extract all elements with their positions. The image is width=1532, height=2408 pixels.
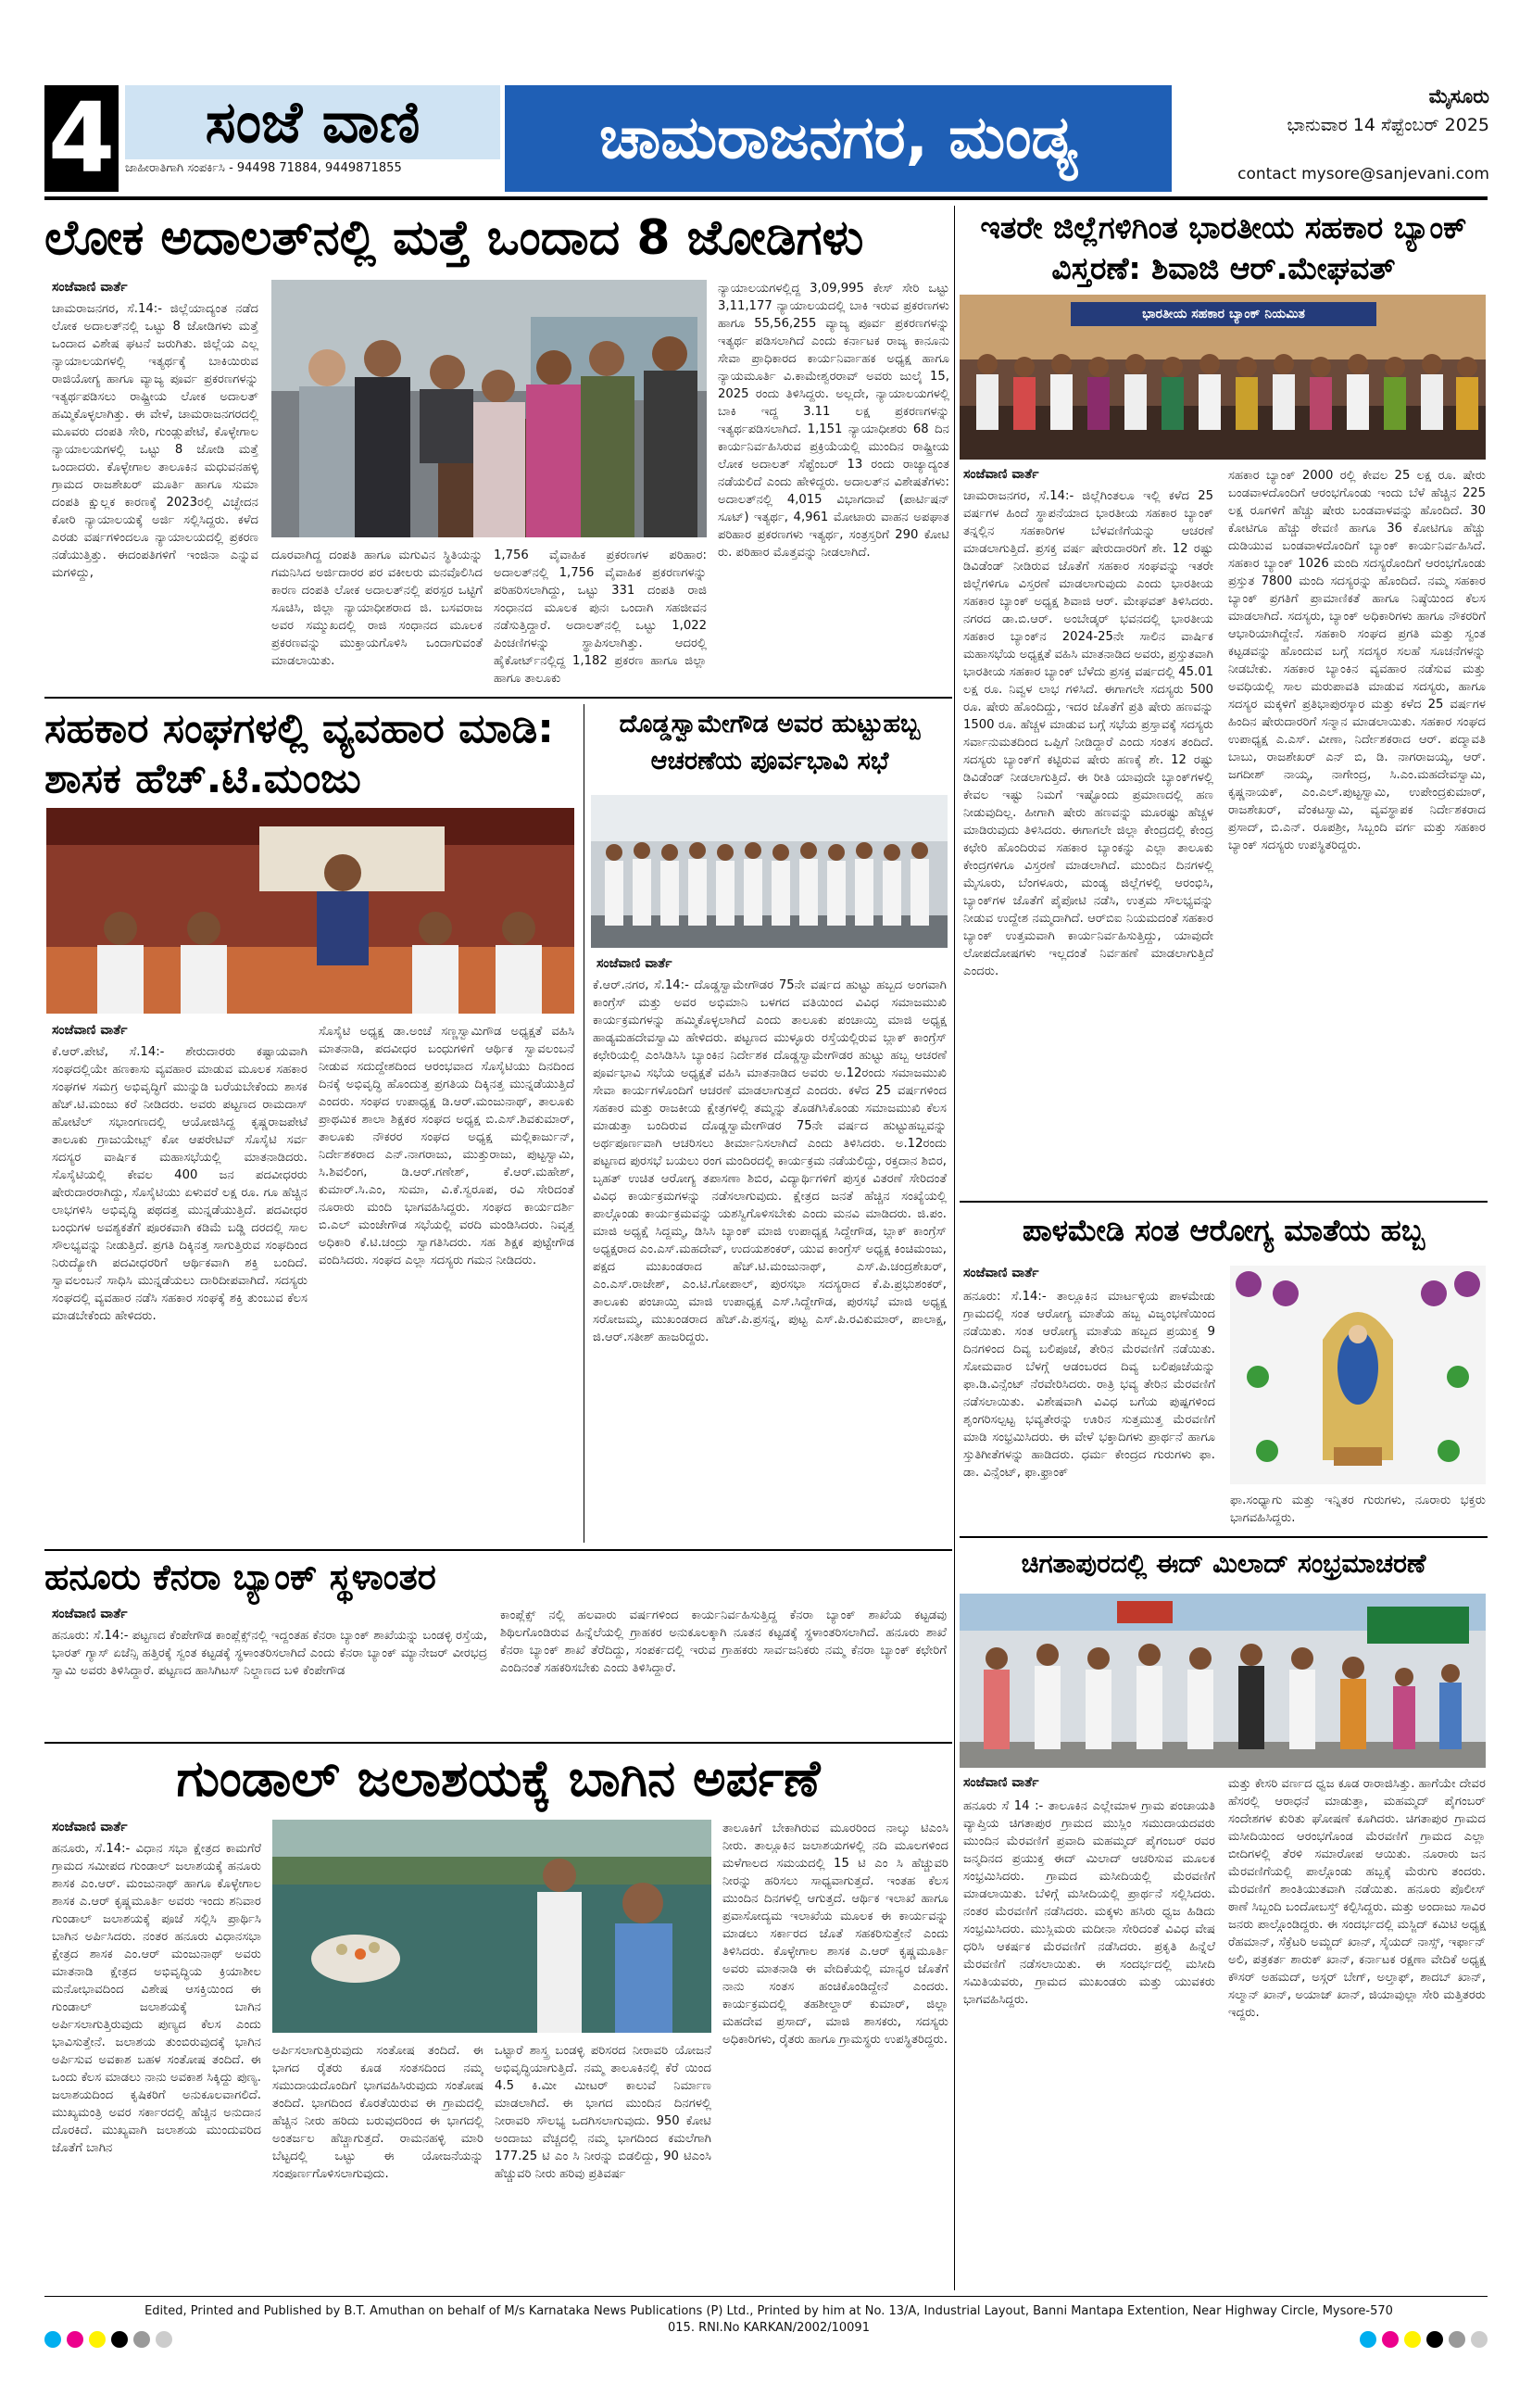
issue-date: ಭಾನುವಾರ 14 ಸೆಪ್ಟೆಂಬರ್ 2025 bbox=[1287, 115, 1489, 135]
headline-dodda-swamy: ದೊಡ್ಡಸ್ವಾಮೇಗೌಡ ಅವರ ಹುಟ್ಟುಹಬ್ಬ ಆಚರಣೆಯ ಪೂರ್ವಭಾವಿ ಸಭೆ bbox=[619, 710, 921, 775]
page-number: 4 bbox=[44, 85, 119, 192]
magenta-mark bbox=[67, 2331, 83, 2348]
ad-contact-line: ಜಾಹೀರಾತಿಗಾಗಿ ಸಂಪರ್ಕಿಸಿ - 94498 71884, 9449871855 bbox=[125, 161, 402, 175]
newspaper-logo bbox=[125, 85, 500, 159]
logo-text: ಸಂಜೆ ವಾಣಿ bbox=[205, 88, 421, 156]
footer-imprint: Edited, Printed and Published by B.T. Amuthan on behalf of M/s Karnataka News Publications (P) Ltd., Printed by him at No. 13/A, Industrial Layout, Banni Mantapa Extention, Near Highway Circle, Mysore-570 015. RNI.No KARKAN/2002/10091 bbox=[144, 2304, 1393, 2335]
yellow-mark bbox=[1404, 2331, 1421, 2348]
article-body: ತಾಲೂಕಿಗೆ ಬೇಕಾಗಿರುವ ಮೂರರಿಂದ ನಾಲ್ಕು ಟಿಎಂಸಿ ನೀರು. ತಾಲ್ಲೂಕಿನ ಜಲಾಶಯಗಳಲ್ಲಿ ನದಿ ಮೂಲಗಳಿಂದ ಮಳೆಗಾಲದ ಸಮಯದಲ್ಲಿ 15 ಟಿ ಎಂ ಸಿ ಹೆಚ್ಚುವರಿ ನೀರನ್ನು ಹರಿಸಲು ಸಾಧ್ಯವಾಗುತ್ತದೆ. ಇಂತಹ ಕೆಲಸ ಮುಂದಿನ ದಿನಗಳಲ್ಲಿ ಆಗುತ್ತದೆ. ಆರ್ಥಿಕ ಇಲಾಖೆ ಹಾಗೂ ಪ್ರವಾಸೋದ್ಯಮ ಇಲಾಖೆಯ ಮೂಲಕ ಈ ಕಾರ್ಯವನ್ನು ಮಾಡಲು ಸರ್ಕಾರದ ಜೊತೆ ಸಹಕರಿಸುತ್ತೇನೆ ಎಂದು ತಿಳಿಸಿದರು. ಕೊಳ್ಳೇಗಾಲ ಶಾಸಕ ಎ.ಆರ್ ಕೃಷ್ಣಮೂರ್ತಿ ಅವರು ಮಾತನಾಡಿ ಈ ವೇದಿಕೆಯಲ್ಲಿ ಮಾನ್ಯರ ಜೊತೆಗೆ ನಾನು ಸಂತಸ ಹಂಚಿಕೊಂಡಿದ್ದೇನೆ ಎಂದರು. ಕಾರ್ಯಕ್ರಮದಲ್ಲಿ ತಹಶೀಲ್ದಾರ್ ಕುಮಾರ್, ಜಿಲ್ಲಾ ಮಹದೇವ ಪ್ರಸಾದ್, ಮಾಜಿ ಶಾಸಕರು, ಸದಸ್ಯರು ಅಧಿಕಾರಿಗಳು, ರೈತರು ಹಾಗೂ ಗ್ರಾಮಸ್ಥರು ಉಪಸ್ಥಿತರಿದ್ದರು. bbox=[722, 1822, 948, 2047]
section-rule bbox=[960, 1201, 1488, 1203]
cyan-mark bbox=[44, 2331, 61, 2348]
byline: ಸಂಜೆವಾಣಿ ವಾರ್ತೆ bbox=[52, 1820, 128, 1834]
palamedu-photo bbox=[1230, 1266, 1486, 1484]
headline-mla-manju: ಸಹಕಾರ ಸಂಘಗಳಲ್ಲಿ ವ್ಯವಹಾರ ಮಾಡಿ: ಶಾಸಕ ಹೆಚ್.ಟಿ.ಮಂಜು bbox=[44, 705, 554, 802]
byline: ಸಂಜೆವಾಣಿ ವಾರ್ತೆ bbox=[596, 956, 672, 971]
light-gray-mark bbox=[1471, 2331, 1488, 2348]
article-body: ಚಾಮರಾಜನಗರ, ಸೆ.14:- ಜಿಲ್ಲೆಯಾದ್ಯಂತ ನಡೆದ ಲೋಕ ಅದಾಲತ್‌ನಲ್ಲಿ ಒಟ್ಟು 8 ಜೋಡಿಗಳು ಮತ್ತೆ ಒಂದಾದ ವಿಶೇಷ ಘಟನೆ ಜರುಗಿತು. ಜಿಲ್ಲೆಯ ಎಲ್ಲ ನ್ಯಾಯಾಲಯಗಳಲ್ಲಿ ಇತ್ಯರ್ಥಕ್ಕೆ ಬಾಕಿಯಿರುವ ರಾಜಿಯೋಗ್ಯ ಹಾಗೂ ವ್ಯಾಜ್ಯ ಪೂರ್ವ ಪ್ರಕರಣಗಳನ್ನು ಇತ್ಯರ್ಥಪಡಿಸಲು ರಾಷ್ಟ್ರೀಯ ಲೋಕ ಅದಾಲತ್ ಹಮ್ಮಿಕೊಳ್ಳಲಾಗಿತ್ತು. ಈ ವೇಳೆ, ಚಾಮರಾಜನಗರದಲ್ಲಿ ಮೂವರು ದಂಪತಿ ಸೇರಿ, ಗುಂಡ್ಲುಪೇಟೆ, ಕೊಳ್ಳೇಗಾಲ ನ್ಯಾಯಾಲಯಗಳಲ್ಲಿ ಒಟ್ಟು 8 ಜೋಡಿ ಮತ್ತೆ ಒಂದಾದರು. ಕೊಳ್ಳೇಗಾಲ ತಾಲೂಕಿನ ಮಧುವನಹಳ್ಳಿ ಗ್ರಾಮದ ರಾಜಶೇಖರ್ ಮೂರ್ತಿ ಹಾಗೂ ಸುಮಾ ದಂಪತಿ ಕ್ಷುಲ್ಲಕ ಕಾರಣಕ್ಕೆ 2023ರಲ್ಲಿ ವಿಚ್ಛೇದನ ಕೋರಿ ನ್ಯಾಯಾಲಯಕ್ಕೆ ಅರ್ಜಿ ಸಲ್ಲಿಸಿದ್ದರು. ಕಳೆದ ಎರಡು ವರ್ಷಗಳಿಂದಲೂ ನ್ಯಾಯಾಲಯದಲ್ಲಿ ಪ್ರಕರಣ ನಡೆಯುತ್ತಿತ್ತು. ಈದಂಪತಿಗಳಿಗೆ ಇಂಜಿನಾ ಎನ್ನುವ ಮಗಳಿದ್ದು, bbox=[52, 302, 258, 580]
headline-lok-adalat: ಲೋಕ ಅದಾಲತ್‌ನಲ್ಲಿ ಮತ್ತೆ ಒಂದಾದ 8 ಜೋಡಿಗಳು bbox=[44, 210, 864, 266]
article-body: ಕೆ.ಆರ್.ನಗರ, ಸೆ.14:- ದೊಡ್ಡಸ್ವಾಮೇಗೌಡರ 75ನೇ ವರ್ಷದ ಹುಟ್ಟು ಹಬ್ಬದ ಅಂಗವಾಗಿ ಕಾಂಗ್ರೆಸ್ ಮತ್ತು ಅವರ ಅಭಿಮಾನಿ ಬಳಗದ ವತಿಯಿಂದ ವಿವಿಧ ಸಮಾಜಮುಖಿ ಕಾರ್ಯಕ್ರಮಗಳನ್ನು ಹಮ್ಮಿಕೊಳ್ಳಲಾಗಿದೆ ಎಂದು ತಾಲೂಕು ಪಂಚಾಯ್ತಿ ಮಾಜಿ ಅಧ್ಯಕ್ಷ ಹಾಡ್ಯಮಹದೇವಸ್ವಾಮಿ ಹೇಳಿದರು. ಪಟ್ಟಣದ ಮುಳ್ಳೂರು ರಸ್ತೆಯಲ್ಲಿರುವ ಬ್ಲಾಕ್ ಕಾಂಗ್ರೆಸ್ ಕಛೇರಿಯಲ್ಲಿ ಎಂಸಿಡಿಸಿಸಿ ಬ್ಯಾಂಕಿನ ನಿರ್ದೇಶಕ ದೊಡ್ಡಸ್ವಾಮೇಗೌಡರ ಹುಟ್ಟು ಹಬ್ಬ ಆಚರಣೆ ಪೂರ್ವಭಾವಿ ಸಭೆಯ ಅಧ್ಯಕ್ಷತೆ ವಹಿಸಿ ಮಾತನಾಡಿದ ಅವರು ಅ.12ರಂದು ಸಮಾಜಮುಖಿ ಸೇವಾ ಕಾರ್ಯಗಳೊಂದಿಗೆ ಆಚರಣೆ ಮಾಡಲಾಗುತ್ತದೆ ಎಂದರು. ಕಳೆದ 25 ವರ್ಷಗಳಿಂದ ಸಹಕಾರ ಮತ್ತು ರಾಜಕೀಯ ಕ್ಷೇತ್ರಗಳಲ್ಲಿ ತಮ್ಮನ್ನು ತೊಡಗಿಸಿಕೊಂಡು ಸಮಾಜಮುಖಿ ಕೆಲಸ ಮಾಡುತ್ತಾ ಬಂದಿರುವ ದೊಡ್ಡಸ್ವಾಮೇಗೌಡರ 75ನೇ ವರ್ಷದ ಹುಟ್ಟುಹಬ್ಬವನ್ನು ಅರ್ಥಪೂರ್ಣವಾಗಿ ಆಚರಿಸಲು ತೀರ್ಮಾನಿಸಲಾಗಿದೆ ಎಂದು ತಿಳಿಸಿದರು. ಅ.12ರಂದು ಪಟ್ಟಣದ ಪುರಸಭೆ ಬಯಲು ರಂಗ ಮಂದಿರದಲ್ಲಿ ಕಾರ್ಯಕ್ರಮ ನಡೆಯಲಿದ್ದು, ರಕ್ತದಾನ ಶಿಬಿರ, ಬೃಹತ್ ಉಚಿತ ಆರೋಗ್ಯ ತಪಾಸಣಾ ಶಿಬಿರ, ವಿದ್ಯಾರ್ಥಿಗಳಿಗೆ ಪುಸ್ತಕ ವಿತರಣೆ ಸೇರಿದಂತೆ ವಿವಿಧ ಕಾರ್ಯಕ್ರಮಗಳನ್ನು ನಡೆಸಲಾಗುವುದು. ಕ್ಷೇತ್ರದ ಜನತೆ ಹೆಚ್ಚಿನ ಸಂಖ್ಯೆಯಲ್ಲಿ ಪಾಲ್ಗೊಂಡು ಕಾರ್ಯಕ್ರಮವನ್ನು ಯಶಸ್ವಿಗೊಳಿಸಬೇಕು ಎಂದು ಮನವಿ ಮಾಡಿದರು. ಜಿ.ಪಂ. ಮಾಜಿ ಅಧ್ಯಕ್ಷೆ ಸಿದ್ದಮ್ಮ, ಡಿಸಿಸಿ ಬ್ಯಾಂಕ್ ಮಾಜಿ ಉಪಾಧ್ಯಕ್ಷ ಸಿದ್ದೇಗೌಡ, ಬ್ಲಾಕ್ ಕಾಂಗ್ರೆಸ್ ಅಧ್ಯಕ್ಷರಾದ ಎಂ.ಎಸ್.ಮಹದೇವ್, ಉದಯಶಂಕರ್, ಯುವ ಕಾಂಗ್ರೆಸ್ ಅಧ್ಯಕ್ಷ ಕಿಂಚಿಮಂಜು, ಪಕ್ಷದ ಮುಖಂಡರಾದ ಹೆಚ್.ಟಿ.ಮಂಜುನಾಥ್, ಎಸ್.ಪಿ.ಚಂದ್ರಶೇಖರ್, ಎಂ.ಎಸ್.ರಾಜೇಶ್, ಎಂ.ಟಿ.ಗೋಪಾಲ್, ಪುರಸಭಾ ಸದಸ್ಯರಾದ ಕೆ.ಪಿ.ಪ್ರಭುಶಂಕರ್, ತಾಲೂಕು ಪಂಚಾಯ್ತಿ ಮಾಜಿ ಉಪಾಧ್ಯಕ್ಷ ಎಸ್.ಸಿದ್ದೇಗೌಡ, ಪುರಸಭೆ ಮಾಜಿ ಅಧ್ಯಕ್ಷ ಸರೋಜಮ್ಮ, ಮುಖಂಡರಾದ ಹೆಚ್.ಪಿ.ಪ್ರಸನ್ನ, ಪುಟ್ಟ ಎಸ್.ಪಿ.ರವಿಕುಮಾರ್, ಪಾಲಾಕ್ಷ, ಜಿ.ಆರ್.ಸತೀಶ್ ಹಾಜರಿದ್ದರು. bbox=[593, 978, 947, 1344]
yellow-mark bbox=[89, 2331, 106, 2348]
article-body: ಅರ್ಪಿಸಲಾಗುತ್ತಿರುವುದು ಸಂತೋಷ ತಂದಿದೆ. ಈ ಭಾಗದ ರೈತರು ಕೂಡ ಸಂತಸದಿಂದ ನಮ್ಮ ಸಮುದಾಯದೊಂದಿಗೆ ಭಾಗವಹಿಸಿರುವುದು ಸಂತೋಷ ತಂದಿದೆ. ಭಾಗದಿಂದ ಕೊರತೆಯಿರುವ ಈ ಗ್ರಾಮದಲ್ಲಿ ಹೆಚ್ಚಿನ ನೀರು ಹರಿದು ಬರುವುದರಿಂದ ಈ ಭಾಗದಲ್ಲಿ ಅಂತರ್ಜಲ ಹೆಚ್ಚಾಗುತ್ತದೆ. ರಾಮನಹಳ್ಳಿ ಮಾರಿ ಬೆಟ್ಟದಲ್ಲಿ ಒಟ್ಟು ಈ ಯೋಜನೆಯನ್ನು ಸಂಪೂರ್ಣಗೊಳಿಸಲಾಗುವುದು. bbox=[272, 2044, 483, 2181]
cyan-mark bbox=[1360, 2331, 1376, 2348]
article-body: ಕಾಂಪ್ಲೆಕ್ಸ್ ನಲ್ಲಿ ಹಲವಾರು ವರ್ಷಗಳಿಂದ ಕಾರ್ಯನಿರ್ವಹಿಸುತ್ತಿದ್ದ ಕೆನರಾ ಬ್ಯಾಂಕ್ ಶಾಖೆಯ ಕಟ್ಟಡವು ಶಿಥಿಲಗೊಂಡಿರುವ ಹಿನ್ನೆಲೆಯಲ್ಲಿ ಗ್ರಾಹಕರ ಅನುಕೂಲಕ್ಕಾಗಿ ನೂತನ ಕಟ್ಟಡಕ್ಕೆ ಸ್ಥಳಾಂತರಿಸಲಾಗಿದೆ. ಹನೂರು ಶಾಖೆ ಕೆನರಾ ಬ್ಯಾಂಕ್ ಶಾಖೆ ತೆರೆದಿದ್ದು, ಸಂಪರ್ಕದಲ್ಲಿ ಇರುವ ಗ್ರಾಹಕರು ಸಾರ್ವಜನಿಕರು ನಮ್ಮ ಕೆನರಾ ಬ್ಯಾಂಕ್ ಕಛೇರಿಗೆ ಎಂದಿನಂತೆ ಸಹಕರಿಸಬೇಕು ಎಂದು ತಿಳಿಸಿದ್ದಾರೆ. bbox=[500, 1608, 947, 1675]
article-body: ಸೊಸೈಟಿ ಅಧ್ಯಕ್ಷ ಡಾ.ಅಂಚೆ ಸಣ್ಣಸ್ವಾಮಿಗೌಡ ಅಧ್ಯಕ್ಷತೆ ವಹಿಸಿ ಮಾತನಾಡಿ, ಪದವೀಧರ ಬಂಧುಗಳಿಗೆ ಆರ್ಥಿಕ ಸ್ವಾವಲಂಬನೆ ನೀಡುವ ಸದುದ್ದೇಶದಿಂದ ಆರಂಭವಾದ ಸೊಸೈಟಿಯು ದಿನದಿಂದ ದಿನಕ್ಕೆ ಅಭಿವೃದ್ಧಿ ಹೊಂದುತ್ತ ಪ್ರಗತಿಯ ದಿಕ್ಕಿನತ್ತ ಮುನ್ನಡೆಯುತ್ತಿದೆ ಎಂದರು. ಸಂಘದ ಉಪಾಧ್ಯಕ್ಷ ಡಿ.ಆರ್.ಮಂಜುನಾಥ್, ತಾಲೂಕು ಪ್ರಾಥಮಿಕ ಶಾಲಾ ಶಿಕ್ಷಕರ ಸಂಘದ ಅಧ್ಯಕ್ಷ ಬಿ.ಎಸ್.ಶಿವಕುಮಾರ್, ತಾಲೂಕು ನೌಕರರ ಸಂಘದ ಅಧ್ಯಕ್ಷ ಮಲ್ಲಿಕಾರ್ಜುನ್, ನಿರ್ದೇಶಕರಾದ ಎನ್.ನಾಗರಾಜು, ಮುತ್ತುರಾಜು, ಪುಟ್ಟಸ್ವಾಮಿ, ಸಿ.ಶಿವಲಿಂಗ, ಡಿ.ಆರ್.ಗಣೇಶ್, ಕೆ.ಆರ್.ಮಹೇಶ್, ಕುಮಾರ್.ಸಿ.ಎಂ, ಸುಮಾ, ವಿ.ಕೆ.ಸ್ವರೂಪ, ರವಿ ಸೇರಿದಂತೆ ನೂರಾರು ಮಂದಿ ಭಾಗವಹಿಸಿದ್ದರು. ಸಂಘದ ಕಾರ್ಯದರ್ಶಿ ಬಿ.ಎಲ್ ಮಂಜೇಗೌಡ ಸಭೆಯಲ್ಲಿ ವರದಿ ಮಂಡಿಸಿದರು. ನಿವೃತ್ತ ಅಧಿಕಾರಿ ಕೆ.ಟಿ.ಚಂದ್ರು ಸ್ವಾಗತಿಸಿದರು. ಸಹ ಶಿಕ್ಷಕ ಪುಟ್ಟೇಗೌಡ ವಂದಿಸಿದರು. ಸಂಘದ ಎಲ್ಲಾ ಸದಸ್ಯರು ಗಮನ ನೀಡಿದರು. bbox=[319, 1025, 574, 1267]
byline: ಸಂಜೆವಾಣಿ ವಾರ್ತೆ bbox=[52, 280, 128, 295]
byline: ಸಂಜೆವಾಣಿ ವಾರ್ತೆ bbox=[963, 467, 1039, 482]
byline: ಸಂಜೆವಾಣಿ ವಾರ್ತೆ bbox=[963, 1775, 1039, 1790]
headline-cooperative-bank: ಇತರೇ ಜಿಲ್ಲೆಗಳಿಗಿಂತ ಭಾರತೀಯ ಸಹಕಾರ ಬ್ಯಾಂಕ್ ವಿಸ್ತರಣೆ: ಶಿವಾಜಿ ಆರ್.ಮೇಘವತ್ bbox=[980, 209, 1467, 286]
black-mark bbox=[1426, 2331, 1443, 2348]
gray-mark bbox=[1449, 2331, 1465, 2348]
edition-label: ಮೈಸೂರು bbox=[1428, 85, 1489, 107]
gundal-photo bbox=[272, 1820, 711, 2033]
lok-adalat-photo bbox=[271, 280, 707, 537]
byline: ಸಂಜೆವಾಣಿ ವಾರ್ತೆ bbox=[963, 1266, 1039, 1280]
article-body: ಹನೂರು: ಸೆ.14:- ಪಟ್ಟಣದ ಕೆಂಪೇಗೌಡ ಕಾಂಪ್ಲೆಕ್ಸ್‌ನಲ್ಲಿ ಇದ್ದಂತಹ ಕೆನರಾ ಬ್ಯಾಂಕ್ ಶಾಖೆಯನ್ನು ಬಂಡಳ್ಳಿ ರಸ್ತೆಯ, ಭಾರತ್ ಗ್ಯಾಸ್ ಏಜೆನ್ಸಿ ಹತ್ತಿರಕ್ಕೆ ಸ್ವಂತ ಕಟ್ಟಡಕ್ಕೆ ಸ್ಥಳಾಂತರಿಸಲಾಗಿದೆ ಎಂದು ಕೆನರಾ ಬ್ಯಾಂಕ್ ಮ್ಯಾನೇಜರ್ ವೀರಭದ್ರ ಸ್ವಾಮಿ ಅವರು ತಿಳಿಸಿದ್ದಾರೆ. ಪಟ್ಟಣದ ಹಾಸಿಗಿಟಸ್ ನಿಲ್ದಾಣದ ಬಳಿ ಕೆಂಪೇಗೌಡ bbox=[52, 1629, 487, 1678]
registration-marks-right bbox=[1360, 2331, 1488, 2348]
article-body: 1,756 ವೈವಾಹಿಕ ಪ್ರಕರಣಗಳ ಪರಿಹಾರ: ಅದಾಲತ್‌ನಲ್ಲಿ 1,756 ವೈವಾಹಿಕ ಪ್ರಕರಣಗಳನ್ನು ಪರಿಹರಿಸಲಾಗಿದ್ದು, ಒಟ್ಟು 331 ದಂಪತಿ ರಾಜಿ ಸಂಧಾನದ ಮೂಲಕ ಪುನಃ ಒಂದಾಗಿ ಸಹಜೀವನ ನಡೆಸುತ್ತಿದ್ದಾರೆ. ಅದಾಲತ್‌ನಲ್ಲಿ ಒಟ್ಟು 1,022 ಪಿಂಚಣಿಗಳನ್ನು ಸ್ಥಾಪಿಸಲಾಗಿತ್ತು. ಆದರಲ್ಲಿ ಹೈಕೋರ್ಟ್‌ನಲ್ಲಿದ್ದ 1,182 ಪ್ರಕರಣ ಹಾಗೂ ಜಿಲ್ಲಾ ಹಾಗೂ ತಾಲೂಕು bbox=[494, 548, 707, 686]
dodda-swamy-photo bbox=[591, 795, 948, 948]
gray-mark bbox=[133, 2331, 150, 2348]
black-mark bbox=[111, 2331, 128, 2348]
article-body: ಒಟ್ಟಾರೆ ಶಾಸ್ತ್ರ ಬಂಡಳ್ಳಿ ಪರಿಸರದ ನೀರಾವರಿ ಯೋಜನೆ ಅಭಿವೃದ್ಧಿಯಾಗುತ್ತಿದೆ. ನಮ್ಮ ತಾಲೂಕಿನಲ್ಲಿ ಕೆರೆ ಯಿಂದ 4.5 ಕಿ.ಮೀ ಮೀಟರ್ ಕಾಲುವೆ ನಿರ್ಮಾಣ ಮಾಡಲಾಗಿದೆ. ಈ ಭಾಗದ ಮುಂದಿನ ದಿನಗಳಲ್ಲಿ ನೀರಾವರಿ ಸೌಲಭ್ಯ ಒದಗಿಸಲಾಗುವುದು. 950 ಕೋಟಿ ಅಂದಾಜು ವೆಚ್ಚದಲ್ಲಿ ನಮ್ಮ ಭಾಗದಿಂದ ಕಮಲೆಗಾಗಿ 177.25 ಟಿ ಎಂ ಸಿ ನೀರನ್ನು ಬಿಡಲಿದ್ದು, 90 ಟಿಎಂಸಿ ಹೆಚ್ಚುವರಿ ನೀರು ಹರಿವು ಪ್ರತಿವರ್ಷ bbox=[495, 2044, 711, 2181]
registration-marks-left bbox=[44, 2331, 172, 2348]
section-rule bbox=[44, 1742, 952, 1744]
article-body: ದೂರವಾಗಿದ್ದ ದಂಪತಿ ಹಾಗೂ ಮಗುವಿನ ಸ್ಥಿತಿಯನ್ನು ಗಮನಿಸಿದ ಅರ್ಜಿದಾರರ ಪರ ವಕೀಲರು ಮನವೊಲಿಸಿದ ಕಾರಣ ದಂಪತಿ ಲೋಕ ಅದಾಲತ್‌ನಲ್ಲಿ ಪರಸ್ಪರ ಒಟ್ಟಿಗೆ ಸೂಚಿಸಿ, ಜಿಲ್ಲಾ ನ್ಯಾಯಾಧೀಶರಾದ ಜಿ. ಬಸವರಾಜ ಅವರ ಸಮ್ಮುಖದಲ್ಲಿ ರಾಜಿ ಸಂಧಾನದ ಮೂಲಕ ಪ್ರಕರಣವನ್ನು ಮುಕ್ತಾಯಗೊಳಿಸಿ ಒಂದಾಗುವಂತೆ ಮಾಡಲಾಯಿತು. bbox=[271, 548, 483, 668]
eid-photo bbox=[960, 1594, 1486, 1768]
article-body: ನ್ಯಾಯಾಲಯಗಳಲ್ಲಿದ್ದ 3,09,995 ಕೇಸ್ ಸೇರಿ ಒಟ್ಟು 3,11,177 ನ್ಯಾಯಾಲಯದಲ್ಲಿ ಬಾಕಿ ಇರುವ ಪ್ರಕರಣಗಳು ಹಾಗೂ 55,56,255 ವ್ಯಾಜ್ಯ ಪೂರ್ವ ಪ್ರಕರಣಗಳನ್ನು ಇತ್ಯರ್ಥ ಪಡಿಸಲಾಗಿದೆ ಎಂದು ಕರ್ನಾಟಕ ರಾಜ್ಯ ಕಾನೂನು ಸೇವಾ ಪ್ರಾಧಿಕಾರದ ಕಾರ್ಯನಿರ್ವಾಹಕ ಅಧ್ಯಕ್ಷ ಹಾಗೂ ನ್ಯಾಯಮೂರ್ತಿ ವಿ.ಕಾಮೇಶ್ವರರಾವ್ ಅವರು ಜುಲೈ 15, 2025 ರಂದು ತಿಳಿಸಿದ್ದರು. ಅಲ್ಲದೇ, ನ್ಯಾಯಾಲಯಗಳಲ್ಲಿ ಬಾಕಿ ಇದ್ದ 3.11 ಲಕ್ಷ ಪ್ರಕರಣಗಳನ್ನು ಇತ್ಯರ್ಥಪಡಿಸಲಾಗಿದೆ. 1,151 ನ್ಯಾಯಾಧೀಶರು 68 ದಿನ ಕಾರ್ಯನಿರ್ವಹಿಸಿರುವ ಪ್ರಕ್ರಿಯೆಯಲ್ಲಿ ಮುಂದಿನ ರಾಷ್ಟ್ರೀಯ ಲೋಕ ಅದಾಲತ್ ಸೆಪ್ಟೆಂಬರ್ 13 ರಂದು ರಾಜ್ಯಾದ್ಯಂತ ನಡೆಯಲಿದೆ ಎಂದು ಹೇಳಿದ್ದರು. ಅದಾಲತ್‌ನ ವಿಶೇಷತೆಗಳು: ಅದಾಲತ್‌ನಲ್ಲಿ 4,015 ವಿಭಾಗದಾವೆ (ಪಾರ್ಟಿಷನ್ ಸೂಟ್) ಇತ್ಯರ್ಥ, 4,961 ಮೋಟಾರು ವಾಹನ ಅಪಘಾತ ಪರಿಹಾರ ಪ್ರಕರಣಗಳು ಇತ್ಯರ್ಥ, ಸಂತ್ರಸ್ತರಿಗೆ 290 ಕೋಟಿ ರು. ಪರಿಹಾರ ಮೊತ್ತವನ್ನು ನೀಡಲಾಗಿದೆ. bbox=[718, 282, 949, 560]
section-rule bbox=[960, 1536, 1488, 1538]
byline: ಸಂಜೆವಾಣಿ ವಾರ್ತೆ bbox=[52, 1023, 128, 1038]
byline: ಸಂಜೆವಾಣಿ ವಾರ್ತೆ bbox=[52, 1607, 128, 1621]
article-body: ಮತ್ತು ಕೇಸರಿ ವರ್ಣದ ಧ್ವಜ ಕೂಡ ರಾರಾಜಿಸಿತ್ತು. ಹಾಗೆಯೇ ದೇವರ ಹೆಸರಲ್ಲಿ ಆರಾಧನೆ ಮಾಡುತ್ತಾ, ಮಹಮ್ಮದ್ ಪೈಗಂಬರ್ ಸಂದೇಶಗಳ ಕುರಿತು ಘೋಷಣೆ ಕೂಗಿದರು. ಚಿಗತಾಪುರ ಗ್ರಾಮದ ಮಸೀದಿಯಿಂದ ಆರಂಭಗೊಂಡ ಮೆರವಣಿಗೆ ಗ್ರಾಮದ ಎಲ್ಲಾ ಬೀದಿಗಳಲ್ಲಿ ತೆರಳಿ ಸಮಾರೋಪ ಆಯಿತು. ನೂರಾರು ಜನ ಮೆರವಣಿಗೆಯಲ್ಲಿ ಪಾಲ್ಗೊಂಡು ಹಬ್ಬಕ್ಕೆ ಮೆರುಗು ತಂದರು. ಮೆರವಣಿಗೆ ಶಾಂತಿಯುತವಾಗಿ ನಡೆಯಿತು. ಹನೂರು ಪೊಲೀಸ್ ಠಾಣೆ ಸಿಬ್ಬಂದಿ ಬಂದೋಬಸ್ತ್ ಕಲ್ಪಿಸಿದ್ದರು. ಮತ್ತು ಅಂದಾಜು ಸಾವಿರ ಜನರು ಪಾಲ್ಗೊಂಡಿದ್ದರು. ಈ ಸಂದರ್ಭದಲ್ಲಿ ಮಸ್ಜಿದ್ ಕಮಿಟಿ ಅಧ್ಯಕ್ಷ ರೆಹಮಾನ್, ಸೆಕ್ರೆಟರಿ ಅಮ್ಜದ್ ಖಾನ್, ಸೈಯದ್ ನಾಸ್ಸ್, ಇರ್ಫಾನ್ ಅಲಿ, ಪತ್ರಕರ್ತ ಶಾರುಕ್ ಖಾನ್, ಕರ್ನಾಟಕ ರಕ್ಷಣಾ ವೇದಿಕೆ ಅಧ್ಯಕ್ಷ ಕೌಸರ್ ಅಹಮದ್, ಅಸ್ಗರ್ ಬೇಗ್, ಅಲ್ತಾಫ್, ಶಾದಬ್ ಖಾನ್, ಸಲ್ಮಾನ್ ಖಾನ್, ಅಯಾಜ್ ಖಾನ್, ಜಿಯಾವುಲ್ಲಾ ಸೇರಿ ಮತ್ತಿತರರು ಇದ್ದರು. bbox=[1228, 1777, 1486, 2020]
article-body: ಚಾಮರಾಜನಗರ, ಸೆ.14:- ಜಿಲ್ಲೆಗಿಂತಲೂ ಇಲ್ಲಿ ಕಳೆದ 25 ವರ್ಷಗಳ ಹಿಂದೆ ಸ್ಥಾಪನೆಯಾದ ಭಾರತೀಯ ಸಹಕಾರ ಬ್ಯಾಂಕ್ ತನ್ನಲ್ಲಿನ ಸಹಕಾರಿಗಳ ಬೆಳವಣಿಗೆಯನ್ನು ಆಚರಣೆ ಮಾಡಲಾಗುತ್ತಿದೆ. ಪ್ರಸಕ್ತ ವರ್ಷ ಷೇರುದಾರರಿಗೆ ಶೇ. 12 ರಷ್ಟು ಡಿವಿಡೆಂಡ್ ನೀಡಿರುವ ಜೊತೆಗೆ ಸಹಕಾರ ಸಂಘವನ್ನು ಇತರೇ ಜಿಲ್ಲೆಗಳಿಗೂ ವಿಸ್ತರಣೆ ಮಾಡಲಾಗುವುದು ಎಂದು ಭಾರತೀಯ ಸಹಕಾರ ಬ್ಯಾಂಕ್ ಅಧ್ಯಕ್ಷ ಶಿವಾಜಿ ಆರ್. ಮೇಘವತ್ ತಿಳಿಸಿದರು. ನಗರದ ಡಾ.ಬಿ.ಆರ್. ಅಂಬೇಡ್ಕರ್ ಭವನದಲ್ಲಿ ಭಾರತೀಯ ಸಹಕಾರ ಬ್ಯಾಂಕ್‌ನ 2024-25ನೇ ಸಾಲಿನ ವಾರ್ಷಿಕ ಮಹಾಸಭೆಯ ಅಧ್ಯಕ್ಷತೆ ವಹಿಸಿ ಮಾತನಾಡಿದ ಅವರು, ಪ್ರಸ್ತುತವಾಗಿ ಭಾರತೀಯ ಸಹಕಾರ ಬ್ಯಾಂಕ್ ಬೆಳೆದು ಪ್ರಸಕ್ತ ವರ್ಷದಲ್ಲಿ 45.01 ಲಕ್ಷ ರೂ. ನಿವ್ವಳ ಲಾಭ ಗಳಿಸಿದೆ. ಈಗಾಗಲೇ ಸದಸ್ಯರು 500 ರೂ. ಷೇರು ಹೊಂದಿದ್ದು, ಇದರ ಜೊತೆಗೆ ಪ್ರತಿ ಷೇರು ಹಣವನ್ನು 1500 ರೂ. ಹೆಚ್ಚಳ ಮಾಡುವ ಬಗ್ಗೆ ಸಭೆಯ ಪ್ರಸ್ತಾವಕ್ಕೆ ಸದಸ್ಯರು ಸರ್ವಾನುಮತದಿಂದ ಒಪ್ಪಿಗೆ ನೀಡಿದ್ದಾರೆ ಎಂದು ಸಂತಸ ತಂದಿದೆ. ಸದಸ್ಯರು ಬ್ಯಾಂಕ್‌ಗೆ ಕಟ್ಟಿರುವ ಷೇರು ಹಣಕ್ಕೆ ಶೇ. 12 ರಷ್ಟು ಡಿವಿಡೆಂಡ್ ನೀಡಲಾಗುತ್ತಿದೆ. ಈ ರೀತಿ ಯಾವುದೇ ಬ್ಯಾಂಕ್‌ಗಳಲ್ಲಿ ಕೇವಲ ಇಷ್ಟು ನಿಮಗೆ ಇಷ್ಟೊಂದು ಪ್ರಮಾಣದಲ್ಲಿ ಹಣ ನೀಡುವುದಿಲ್ಲ. ಹೀಗಾಗಿ ಷೇರು ಹಣವನ್ನು ಮೂರಷ್ಟು ಹೆಚ್ಚಳ ಮಾಡಿರುವುದು ತಿಳಿಸಿದರು. ಈಗಾಗಲೇ ಜಿಲ್ಲಾ ಕೇಂದ್ರದಲ್ಲಿ ಕೇಂದ್ರ ಕಛೇರಿ ಹೊಂದಿರುವ ಸಹಕಾರ ಬ್ಯಾಂಕನ್ನು ಎಲ್ಲಾ ತಾಲೂಕು ಕೇಂದ್ರಗಳಿಗೂ ವಿಸ್ತರಣೆ ಮಾಡಲಾಗಿದೆ. ಮುಂದಿನ ದಿನಗಳಲ್ಲಿ ಮೈಸೂರು, ಬೆಂಗಳೂರು, ಮಂಡ್ಯ ಜಿಲ್ಲೆಗಳಲ್ಲಿ ಆರಂಭಿಸಿ, ಬ್ಯಾಂಕ್‌ಗಳ ಜೊತೆಗೆ ಪೈಪೋಟಿ ನಡೆಸಿ, ಉತ್ತಮ ಸೌಲಭ್ಯವನ್ನು ನೀಡುವ ಉದ್ದೇಶ ನಮ್ಮದಾಗಿದೆ. ಆರ್‌ಬಿಐ ನಿಯಮದಂತೆ ಸಹಕಾರ ಬ್ಯಾಂಕ್ ಉತ್ತಮವಾಗಿ ಕಾರ್ಯನಿರ್ವಹಿಸುತ್ತಿದ್ದು, ಯಾವುದೇ ಲೋಪದೋಷಗಳು ಇಲ್ಲದಂತೆ ನಿರ್ವಹಣೆ ಮಾಡಲಾಗುತ್ತಿದೆ ಎಂದರು. bbox=[963, 489, 1213, 978]
photo-banner-text: ಭಾರತೀಯ ಸಹಕಾರ ಬ್ಯಾಂಕ್ ನಿಯಮಿತ bbox=[1142, 307, 1305, 321]
section-rule bbox=[44, 1549, 952, 1551]
cooperative-bank-photo bbox=[960, 295, 1486, 460]
headline-palamedu: ಪಾಳಮೇಡಿ ಸಂತ ಆರೋಗ್ಯ ಮಾತೆಯ ಹಬ್ಬ bbox=[1022, 1213, 1425, 1248]
headline-hanur-canara: ಹನೂರು ಕೆನರಾ ಬ್ಯಾಂಕ್ ಸ್ಥಳಾಂತರ bbox=[44, 1557, 436, 1597]
contact-email: contact mysore@sanjevani.com bbox=[1237, 165, 1489, 183]
footer-rule bbox=[44, 2296, 1488, 2297]
mla-manju-photo bbox=[46, 808, 574, 1014]
magenta-mark bbox=[1382, 2331, 1399, 2348]
column-divider bbox=[954, 206, 955, 2290]
article-body: ಹನೂರು: ಸೆ.14:- ತಾಲ್ಲೂಕಿನ ಮಾರ್ಟಳ್ಳಿಯ ಪಾಳಮೇಡು ಗ್ರಾಮದಲ್ಲಿ ಸಂತ ಆರೋಗ್ಯ ಮಾತೆಯ ಹಬ್ಬ ವಿಜೃಂಭಣೆಯಿಂದ ನಡೆಯಿತು. ಸಂತ ಆರೋಗ್ಯ ಮಾತೆಯ ಹಬ್ಬದ ಪ್ರಯುಕ್ತ 9 ದಿನಗಳಿಂದ ದಿವ್ಯ ಬಲಿಪೂಜೆ, ತೇರಿನ ಮೆರವಣಿಗೆ ನಡೆಯಿತು. ಸೋಮವಾರ ಬೆಳಗ್ಗೆ ಆಡಂಬರದ ದಿವ್ಯ ಬಲಿಪೂಜೆಯನ್ನು ಫಾ.ಡಿ.ವಿನ್ಸೆಂಟ್ ನೆರವೇರಿಸಿದರು. ರಾತ್ರಿ ಭವ್ಯ ತೇರಿನ ಮೆರವಣಿಗೆ ನಡೆಸಲಾಯಿತು. ವಿಶೇಷವಾಗಿ ವಿವಿಧ ಬಗೆಯ ಪುಷ್ಪಗಳಿಂದ ಶೃಂಗರಿಸಲ್ಪಟ್ಟ ಭವ್ಯತೇರನ್ನು ಊರಿನ ಸುತ್ತಮುತ್ತ ಮೆರವಣಿಗೆ ಮಾಡಿ ಸಂಭ್ರಮಿಸಿದರು. ಈ ವೇಳೆ ಭಕ್ತಾದಿಗಳು ಪ್ರಾರ್ಥನೆ ಹಾಗೂ ಸ್ತುತಿಗೀತೆಗಳನ್ನು ಹಾಡಿದರು. ಧರ್ಮ ಕೇಂದ್ರದ ಗುರುಗಳು ಫಾ. ಡಾ. ವಿನ್ಸೆಂಟ್, ಫಾ.ಫ್ರಾಂಕ್ bbox=[963, 1290, 1215, 1480]
article-body: ಕೆ.ಆರ್.ಪೇಟೆ, ಸೆ.14:- ಶೇರುದಾರರು ಕಷ್ಟಾಯವಾಗಿ ಸಂಘದಲ್ಲಿಯೇ ಹಣಕಾಸು ವ್ಯವಹಾರ ಮಾಡುವ ಮೂಲಕ ಸಹಕಾರ ಸಂಘಗಳ ಸಮಗ್ರ ಅಭಿವೃದ್ಧಿಗೆ ಮುನ್ನುಡಿ ಬರೆಯಬೇಕೆಂದು ಶಾಸಕ ಹೆಚ್.ಟಿ.ಮಂಜು ಕರೆ ನೀಡಿದರು. ಅವರು ಪಟ್ಟಣದ ರಾಮದಾಸ್ ಹೋಟೆಲ್ ಸಭಾಂಗಣದಲ್ಲಿ ಆಯೋಜಿಸಿದ್ದ ಕೃಷ್ಣರಾಜಪೇಟೆ ತಾಲೂಕು ಗ್ರಾಜುಯೇಟ್ಸ್ ಕೋ ಆಪರೇಟಿವ್ ಸೊಸೈಟಿ ಸರ್ವ ಸದಸ್ಯರ ವಾರ್ಷಿಕ ಮಹಾಸಭೆಯಲ್ಲಿ ಮಾತನಾಡಿದರು. ಸೊಸೈಟಿಯಲ್ಲಿ ಕೇವಲ 400 ಜನ ಪದವೀಧರರು ಷೇರುದಾರರಾಗಿದ್ದು, ಸೊಸೈಟಿಯು ಏಳುವರೆ ಲಕ್ಷ ರೂ. ಗೂ ಹೆಚ್ಚಿನ ಲಾಭಗಳಿಸಿ ಅಭಿವೃದ್ಧಿ ಪಥದತ್ತ ಮುನ್ನಡೆಯುತ್ತಿದೆ. ಪದವೀಧರ ಬಂಧುಗಳ ಅವಶ್ಯಕತೆಗೆ ಪೂರಕವಾಗಿ ಕಡಿಮೆ ಬಡ್ಡಿ ದರದಲ್ಲಿ ಸಾಲ ಸೌಲಭ್ಯವನ್ನು ನೀಡುತ್ತಿದೆ. ಪ್ರಗತಿ ದಿಕ್ಕಿನತ್ತ ಸಾಗುತ್ತಿರುವ ಸಂಘದಿಂದ ನಿರುದ್ಯೋಗಿ ಪದವೀಧರರಿಗೆ ಆರ್ಥಿಕವಾಗಿ ಶಕ್ತಿ ಬಂದಿದೆ. ಸ್ವಾವಲಂಬನೆ ಸಾಧಿಸಿ ಮುನ್ನಡೆಯಲು ದಾರಿದೀಪವಾಗಿದೆ. ಸದಸ್ಯರು ಸಂಘದಲ್ಲಿ ವ್ಯವಹಾರ ನಡೆಸಿ ಸಹಕಾರ ಸಂಘಕ್ಕೆ ಶಕ್ತಿ ತುಂಬುವ ಕೆಲಸ ಮಾಡಬೇಕೆಂದು ಹೇಳಿದರು. bbox=[52, 1045, 308, 1323]
light-gray-mark bbox=[156, 2331, 172, 2348]
article-body: ಸಹಕಾರ ಬ್ಯಾಂಕ್ 2000 ರಲ್ಲಿ ಕೇವಲ 25 ಲಕ್ಷ ರೂ. ಷೇರು ಬಂಡವಾಳದೊಂದಿಗೆ ಆರಂಭಗೊಂಡು ಇಂದು ಬೆಳೆ ಹೆಚ್ಚಿನ 225 ಲಕ್ಷ ರೂಗಳಿಗೆ ಹೆಚ್ಚು ಷೇರು ಬಂಡವಾಳವನ್ನು ಹೊಂದಿದೆ. 30 ಕೋಟಿಗೂ ಹೆಚ್ಚು ಠೇವಣಿ ಹಾಗೂ 36 ಕೋಟಿಗೂ ಹೆಚ್ಚು ದುಡಿಯುವ ಬಂಡವಾಳದೊಂದಿಗೆ ಬ್ಯಾಂಕ್ ಕಾರ್ಯನಿರ್ವಹಿಸಿದೆ. ಸಹಕಾರ ಬ್ಯಾಂಕ್ 1026 ಮಂದಿ ಸದಸ್ಯರೊಂದಿಗೆ ಆರಂಭಗೊಂಡು ಪ್ರಸ್ತುತ 7800 ಮಂದಿ ಸದಸ್ಯರನ್ನು ಹೊಂದಿದೆ. ನಮ್ಮ ಸಹಕಾರ ಬ್ಯಾಂಕ್ ಪ್ರಗತಿಗೆ ಪ್ರಾಮಾಣಿಕತೆ ಹಾಗೂ ನಿಷ್ಠೆಯಿಂದ ಕೆಲಸ ಮಾಡಲಾಗಿದೆ. ಸದಸ್ಯರು, ಬ್ಯಾಂಕ್ ಅಧಿಕಾರಿಗಳು ಹಾಗೂ ನೌಕರರಿಗೆ ಆಭಾರಿಯಾಗಿದ್ದೇನೆ. ಸಹಕಾರಿ ಸಂಘದ ಪ್ರಗತಿ ಮತ್ತು ಸ್ವಂತ ಕಟ್ಟಡವನ್ನು ಹೊಂದುವ ಬಗ್ಗೆ ಸದಸ್ಯರ ಸಲಹೆ ಸೂಚನೆಗಳನ್ನು ನೀಡಬೇಕು. ಸಹಕಾರ ಬ್ಯಾಂಕಿನ ವ್ಯವಹಾರ ನಡೆಸುವ ಮತ್ತು ಅವಧಿಯಲ್ಲಿ ಸಾಲ ಮರುಪಾವತಿ ಮಾಡುವ ಸದಸ್ಯರು, ಹಾಗೂ ಸದಸ್ಯರ ಮಕ್ಕಳಿಗೆ ಪ್ರತಿಭಾಪುರಸ್ಕಾರ ಮತ್ತು ಕಳೆದ 25 ವರ್ಷಗಳ ಹಿಂದಿನ ಷೇರುದಾರರಿಗೆ ಸನ್ಮಾನ ಮಾಡಲಾಯಿತು. ಸಹಕಾರ ಸಂಘದ ಉಪಾಧ್ಯಕ್ಷ ಎ.ಎಸ್. ವೀಣಾ, ನಿರ್ದೇಶಕರಾದ ಆರ್. ಪದ್ಮಾವತಿ ಬಾಬು, ರಾಜಶೇಖರ್ ಎನ್ ಬಿ, ಡಿ. ನಾಗರಾಜಯ್ಯ, ಆರ್. ಜಗದೀಶ್ ನಾಯ್ಕ, ನಾಗೇಂದ್ರ, ಸಿ.ಎಂ.ಮಹದೇವಸ್ವಾಮಿ, ಕೃಷ್ಣನಾಯಕ್, ಎಂ.ಎಲ್.ಪುಟ್ಟಸ್ವಾಮಿ, ಉಪೇಂದ್ರಕುಮಾರ್, ರಾಜಶೇಖರ್, ವೆಂಕಟಸ್ವಾಮಿ, ವ್ಯವಸ್ಥಾಪಕ ನಿರ್ದೇಶಕರಾದ ಪ್ರಸಾದ್, ಬಿ.ಎನ್. ರೂಪಶ್ರೀ, ಸಿಬ್ಬಂದಿ ವರ್ಗ ಮತ್ತು ಸಹಕಾರ ಬ್ಯಾಂಕ್ ಸದಸ್ಯರು ಉಪಸ್ಥಿತರಿದ್ದರು. bbox=[1228, 469, 1486, 852]
headline-gundal: ಗುಂಡಾಲ್ ಜಲಾಶಯಕ್ಕೆ ಬಾಗಿನ ಅರ್ಪಣೆ bbox=[176, 1749, 821, 1808]
article-body: ಫಾ.ಸಂಧ್ಯಾಗು ಮತ್ತು ಇನ್ನಿತರ ಗುರುಗಳು, ನೂರಾರು ಭಕ್ತರು ಭಾಗವಹಿಸಿದ್ದರು. bbox=[1230, 1494, 1486, 1525]
section-rule bbox=[44, 697, 952, 699]
article-body: ಹನೂರು ಸೆ 14 :- ತಾಲೂಕಿನ ಎಲ್ಲೇಮಾಳ ಗ್ರಾಮ ಪಂಚಾಯತಿ ವ್ಯಾಪ್ತಿಯ ಚಿಗತಾಪುರ ಗ್ರಾಮದ ಮುಸ್ಲಿಂ ಸಮುದಾಯದವರು ಮುಂದಿನ ಮೆರವಣಿಗೆ ಪ್ರವಾದಿ ಮಹಮ್ಮದ್ ಪೈಗಂಬರ್ ರವರ ಜನ್ಮದಿನದ ಪ್ರಯುಕ್ತ ಈದ್ ಮಿಲಾದ್ ಆಚರಿಸುವ ಮೂಲಕ ಸಂಭ್ರಮಿಸಿದರು. ಗ್ರಾಮದ ಮಸೀದಿಯಲ್ಲಿ ಮೆರವಣಿಗೆ ಮಾಡಲಾಯಿತು. ಬೆಳಿಗ್ಗೆ ಮಸೀದಿಯಲ್ಲಿ ಪ್ರಾರ್ಥನೆ ಸಲ್ಲಿಸಿದರು. ನಂತರ ಮೆರವಣಿಗೆ ನಡೆಸಿದರು. ಮಕ್ಕಳು ಹಸಿರು ಧ್ವಜ ಹಿಡಿದು ಸಂಭ್ರಮಿಸಿದರು. ಮುಸ್ಲಿಮರು ಮದೀನಾ ಸೇರಿದಂತೆ ವಿವಿಧ ವೇಷ ಧರಿಸಿ ಆಕರ್ಷಕ ಮೆರವಣಿಗೆ ನಡೆಸಿದರು. ಪ್ರಕೃತಿ ಹಿನ್ನೆಲೆ ಮೆರವಣಿಗೆ ನಡೆಸಲಾಯಿತು. ಈ ಸಂದರ್ಭದಲ್ಲಿ ಮಸೀದಿ ಸಮಿತಿಯವರು, ಗ್ರಾಮದ ಮುಖಂಡರು ಮತ್ತು ಯುವಕರು ಭಾಗವಹಿಸಿದ್ದರು. bbox=[963, 1799, 1215, 2007]
article-body: ಹನೂರು, ಸೆ.14:- ವಿಧಾನ ಸಭಾ ಕ್ಷೇತ್ರದ ಕಾಮಗೆರೆ ಗ್ರಾಮದ ಸಮೀಪದ ಗುಂಡಾಲ್ ಜಲಾಶಯಕ್ಕೆ ಹನೂರು ಶಾಸಕ ಎಂ.ಆರ್. ಮಂಜುನಾಥ್ ಹಾಗೂ ಕೊಳ್ಳೇಗಾಲ ಶಾಸಕ ಎ.ಆರ್ ಕೃಷ್ಣಮೂರ್ತಿ ಅವರು ಇಂದು ಶನಿವಾರ ಗುಂಡಾಲ್ ಜಲಾಶಯಕ್ಕೆ ಪೂಜೆ ಸಲ್ಲಿಸಿ ಪ್ರಾರ್ಥಿಸಿ ಬಾಗಿನ ಅರ್ಪಿಸಿದರು. ನಂತರ ಹನೂರು ವಿಧಾನಸಭಾ ಕ್ಷೇತ್ರದ ಶಾಸಕ ಎಂ.ಆರ್ ಮಂಜುನಾಥ್ ಅವರು ಮಾತನಾಡಿ ಕ್ಷೇತ್ರದ ಅಭಿವೃದ್ಧಿಯ ಕ್ರಿಯಾಶೀಲ ಮನೋಭಾವದಿಂದ ವಿಶೇಷ ಆಸಕ್ತಿಯಿಂದ ಈ ಗುಂಡಾಲ್ ಜಲಾಶಯಕ್ಕೆ ಬಾಗಿನ ಅರ್ಪಿಸಲಾಗುತ್ತಿರುವುದು ಪುಣ್ಯದ ಕೆಲಸ ಎಂದು ಭಾವಿಸುತ್ತೇನೆ. ಜಲಾಶಯ ತುಂಬಿರುವುದಕ್ಕೆ ಭಾಗಿನ ಅರ್ಪಿಸುವ ಅವಕಾಶ ಬಹಳ ಸಂತೋಷ ತಂದಿದೆ. ಈ ಒಂದು ಕೆಲಸ ಮಾಡಲು ನಾನು ಅವಕಾಶ ಸಿಕ್ಕಿದ್ದು ಪುಣ್ಯ. ಜಲಾಶಯದಿಂದ ಕೃಷಿಕರಿಗೆ ಅನುಕೂಲವಾಗಲಿದೆ. ಮುಖ್ಯಮಂತ್ರಿ ಅವರ ಸರ್ಕಾರದಲ್ಲಿ ಹೆಚ್ಚಿನ ಅನುದಾನ ದೊರಕಿದೆ. ಮುಖ್ಯವಾಗಿ ಜಲಾಶಯ ಮುಂದುವರಿದ ಜೊತೆಗೆ ಬಾಗಿನ bbox=[52, 1842, 261, 2155]
headline-eid: ಚಿಗತಾಪುರದಲ್ಲಿ ಈದ್ ಮಿಲಾದ್ ಸಂಭ್ರಮಾಚರಣೆ bbox=[1021, 1548, 1426, 1579]
section-title: ಚಾಮರಾಜನಗರ, ಮಂಡ್ಯ bbox=[505, 85, 1172, 192]
masthead-rule bbox=[44, 196, 1488, 200]
